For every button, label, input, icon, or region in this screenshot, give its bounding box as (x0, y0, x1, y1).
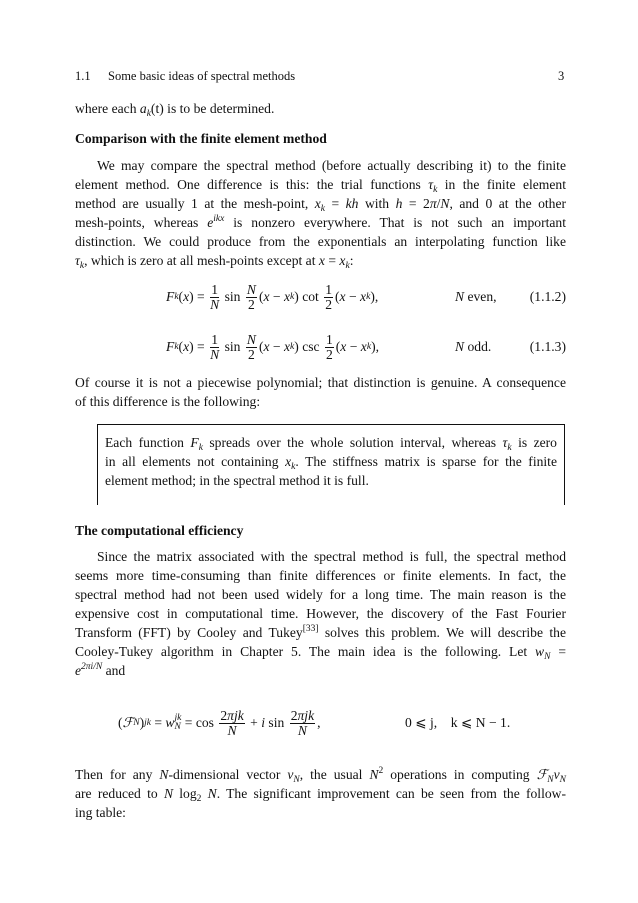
paragraph-line: $e^{2\pi i/N}$ and (75, 662, 126, 678)
remark-line: element method; in the spectral method it is full. (105, 473, 369, 488)
section-heading-efficiency: The computational efficiency (75, 523, 244, 538)
remark-line: Each function $F_k$ spreads over the whole solution interval, whereas $\tau_k$ is zero (105, 435, 557, 453)
section-heading-comparison: Comparison with the finite element method (75, 131, 327, 146)
paragraph-line: We may compare the spectral method (before actually describing it) to the finite (97, 158, 566, 173)
equation-1-1-2: F k ( x ) = $\frac{1}{N}$ sin $\frac{N}{2}$ ( x − x k ) cot $\frac{1}{2}$ ( x − x k ), (166, 281, 379, 312)
paragraph-line: Since the matrix associated with the spectral method is full, the spectral method (97, 549, 566, 564)
paragraph-line: spectral method had not been used widely for a long time. The main reason is the (75, 587, 566, 602)
paragraph-line: ing table: (75, 805, 126, 820)
paragraph-line: distinction. We could produce from the exponentials an interpolating function like (75, 234, 566, 249)
paragraph-line: Of course it is not a piecewise polynomial; that distinction is genuine. A consequence (75, 375, 566, 390)
paragraph-line: element method. One difference is this: the trial functions $\tau_k$ in the finite element (75, 177, 566, 195)
paragraph-line: Transform (FFT) by Cooley and Tukey[33] solves this problem. We will describe the (75, 624, 566, 640)
running-header-title: Some basic ideas of spectral methods (108, 69, 296, 83)
remark-box (97, 424, 565, 505)
paragraph-line: of this difference is the following: (75, 394, 261, 409)
equation-1-1-3: F k ( x ) = $\frac{1}{N}$ sin $\frac{N}{2}$ ( x − x k ) csc $\frac{1}{2}$ ( x − x k ), (166, 331, 379, 362)
equation-row-1-1-2 (75, 277, 566, 317)
running-header-section-number: 1.1 (75, 69, 91, 83)
remark-line: in all elements not containing $x_k$. The stiffness matrix is sparse for the finite (105, 454, 557, 472)
citation[interactable]: [33] (302, 624, 319, 634)
equation-dft-matrix: ( ℱ N ) jk = w jk N = cos $\frac{\text{2πjk}}{N}$ + i sin $\frac{\text{2πjk}}{N}$ , (118, 707, 321, 738)
equation-label: (1.1.3) (529, 339, 566, 354)
paragraph-line: Cooley-Tukey algorithm in Chapter 5. The main idea is the following. Let $w_N$ = (75, 644, 566, 662)
paragraph-line: method are usually 1 at the mesh-point, $x_k$ = kh with h = 2π/N, and 0 at the other (75, 196, 567, 214)
paragraph-line: $\tau_k$, which is zero at all mesh-points except at $x = x_k$: (75, 253, 354, 271)
equation-row-1-1-3 (75, 327, 566, 367)
page-number: 3 (558, 69, 565, 83)
equation-condition: N odd. (455, 339, 492, 354)
equation-condition: N even, (455, 289, 497, 304)
paragraph-line: Then for any N-dimensional vector $v_N$, the usual $N^2$ operations in computing $ℱ_Nv_N$ (75, 766, 566, 785)
equation-label: (1.1.2) (529, 289, 566, 304)
paragraph-line: seems more time-consuming than finite differences or finite elements. In fact, the (75, 568, 566, 583)
paragraph-line: are reduced to N $\log_2 N$. The significant improvement can be seen from the follow- (75, 786, 566, 804)
paragraph-line: expensive cost in computational time. However, the discovery of the Fast Fourier (75, 606, 566, 621)
equation-condition: 0 ⩽ j, k ⩽ N − 1. (405, 715, 511, 730)
paragraph-line: mesh-points, whereas $e^{ikx}$ is nonzero everywhere. That is not such an important (75, 214, 566, 230)
intro-line: where each $a_k(t)$ is to be determined. (75, 101, 275, 119)
equation-row-dft (75, 703, 566, 743)
